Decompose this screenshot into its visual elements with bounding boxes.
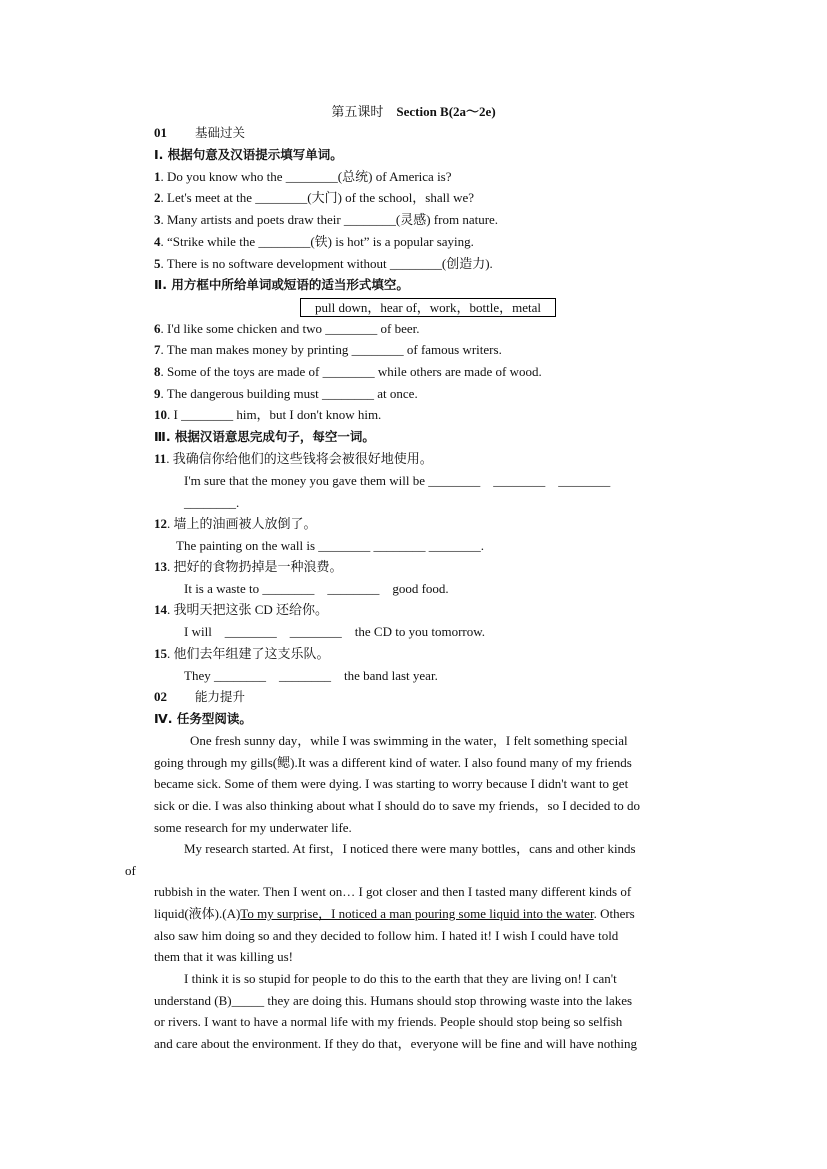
reading-p1-line4: sick or die. I was also thinking about what I should do to save my friends，so I decided to do	[154, 798, 640, 813]
reading-p2-line6: them that it was killing us!	[154, 949, 294, 964]
question-9: 9. The dangerous building must ________ at once.	[154, 386, 418, 401]
question-1: 1. Do you know who the ________(总统) of America is?	[154, 169, 452, 184]
reading-p1-line2: going through my gills(鳃).It was a different kind of water. I also found many of my friends	[154, 755, 632, 770]
reading-p2-line1: My research started. At first，I noticed there were many bottles，cans and other kinds	[184, 841, 636, 856]
question-7: 7. The man makes money by printing ________ of famous writers.	[154, 342, 502, 357]
question-2: 2. Let's meet at the ________(大门) of the school，shall we?	[154, 190, 475, 205]
reading-p1-line5: some research for my underwater life.	[154, 820, 352, 835]
reading-p2-line2: of	[125, 863, 136, 878]
question-11-en-cont: ________.	[184, 495, 240, 510]
section-heading-4: Ⅳ. 任务型阅读。	[154, 711, 252, 726]
question-12-cn: 12. 墙上的油画被人放倒了。	[154, 516, 317, 531]
question-11-en: I'm sure that the money you gave them will be ________ ________ ________	[184, 473, 611, 488]
reading-p3-line1: I think it is so stupid for people to do this to the earth that they are living on! I can't	[184, 971, 617, 986]
question-6: 6. I'd like some chicken and two ________ of beer.	[154, 321, 420, 336]
reading-p1-line1: One fresh sunny day，while I was swimming in the water，I felt something special	[190, 733, 628, 748]
reading-p1-line3: became sick. Some of them were dying. I was starting to worry because I didn't want to get	[154, 776, 629, 791]
question-15-cn: 15. 他们去年组建了这支乐队。	[154, 646, 330, 661]
reading-p2-line4: liquid(液体).(A)To my surprise，I noticed a man pouring some liquid into the water. Others	[154, 906, 635, 921]
question-4: 4. “Strike while the ________(铁) is hot” is a popular saying.	[154, 234, 474, 249]
question-12-en: The painting on the wall is ________ ________ ________.	[176, 538, 485, 553]
part-header-basic: 01 基础过关	[154, 125, 246, 140]
reading-p3-line4: and care about the environment. If they do that，everyone will be fine and will have nothing	[154, 1036, 638, 1051]
question-13-cn: 13. 把好的食物扔掉是一种浪费。	[154, 559, 343, 574]
reading-p2-line3: rubbish in the water. Then I went on… I got closer and then I tasted many different kinds of	[154, 884, 632, 899]
question-8: 8. Some of the toys are made of ________ while others are made of wood.	[154, 364, 542, 379]
section-heading-2: Ⅱ. 用方框中所给单词或短语的适当形式填空。	[154, 277, 409, 292]
underlined-sentence-a: To my surprise，I noticed a man pouring some liquid into the water	[240, 906, 594, 921]
part-header-advanced: 02 能力提升	[154, 689, 246, 704]
reading-p2-line5: also saw him doing so and they decided to follow him. I hated it! I wish I could have told	[154, 928, 619, 943]
question-14-en: I will ________ ________ the CD to you tomorrow.	[184, 624, 486, 639]
question-14-cn: 14. 我明天把这张 CD 还给你。	[154, 602, 329, 617]
question-5: 5. There is no software development without ________(创造力).	[154, 256, 493, 271]
word-box: pull down，hear of，work，bottle，metal	[300, 298, 556, 317]
question-15-en: They ________ ________ the band last year.	[184, 668, 438, 683]
section-heading-1: Ⅰ. 根据句意及汉语提示填写单词。	[154, 147, 343, 162]
reading-p3-line2: understand (B)_____ they are doing this. Humans should stop throwing waste into the lakes	[154, 993, 633, 1008]
question-11-cn: 11. 我确信你给他们的这些钱将会被很好地使用。	[154, 451, 433, 466]
reading-p3-line3: or rivers. I want to have a normal life with my friends. People should stop being so selfish	[154, 1014, 623, 1029]
section-heading-3: Ⅲ. 根据汉语意思完成句子，每空一词。	[154, 429, 375, 444]
question-13-en: It is a waste to ________ ________ good food.	[184, 581, 449, 596]
question-3: 3. Many artists and poets draw their ________(灵感) from nature.	[154, 212, 499, 227]
page-title: 第五课时 Section B(2a～2e)	[331, 104, 496, 119]
question-10: 10. I ________ him，but I don't know him.	[154, 407, 382, 422]
